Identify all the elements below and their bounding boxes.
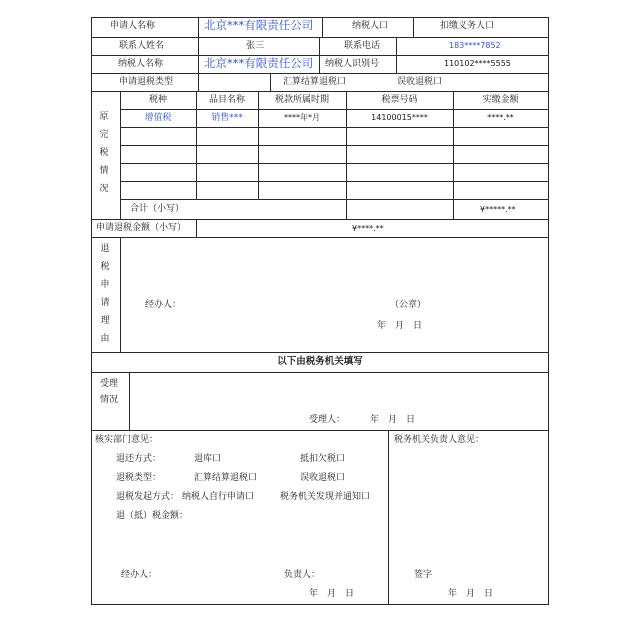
withholder-checkbox[interactable]: 扣缴义务人口	[440, 21, 495, 31]
taxpayer-checkbox[interactable]: 纳税人口	[352, 21, 389, 31]
return-method-label: 退还方式：	[116, 454, 162, 464]
refund-amount-value: ¥****.**	[352, 224, 384, 233]
contact-name-value: 张三	[246, 41, 265, 51]
reason-handler-label: 经办人：	[145, 300, 182, 310]
taxpayer-name-label: 纳税人名称	[118, 59, 164, 69]
refund-type-label: 申请退税类型	[119, 77, 174, 87]
initiation-option-1[interactable]: 纳税人自行申请口	[182, 492, 255, 502]
authority-head-opinion-label: 税务机关负责人意见：	[394, 435, 485, 445]
original-tax-side-label: 原完税情况	[99, 112, 109, 194]
column-header: 品目名称	[208, 95, 245, 105]
amount-label: 退（抵）税金额：	[116, 511, 189, 521]
contact-phone-value: 183****7852	[449, 41, 501, 50]
reason-side-label: 退税申请理由	[100, 244, 110, 344]
acceptance-date-label: 年 月 日	[370, 415, 416, 425]
verification-refund-type-option-2[interactable]: 误收退税口	[300, 473, 346, 483]
applicant-name-label: 申请人名称	[110, 21, 156, 31]
column-header: 实缴金额	[482, 95, 519, 105]
verification-refund-type-label: 退税类型：	[116, 473, 162, 483]
initiation-option-2[interactable]: 税务机关发现并通知口	[280, 492, 371, 502]
table-cell: 14100015****	[371, 113, 428, 122]
verification-handler-label: 经办人：	[121, 570, 158, 580]
refund-type-option-2[interactable]: 误收退税口	[397, 77, 443, 87]
dept-opinion-label: 核实部门意见：	[95, 435, 159, 445]
verification-date-label: 年 月 日	[309, 589, 355, 599]
column-header: 税票号码	[381, 95, 418, 105]
seal-label: （公章）	[390, 300, 427, 310]
sign-date-label: 年 月 日	[448, 589, 494, 599]
verification-refund-type-option-1[interactable]: 汇算结算退税口	[194, 473, 258, 483]
table-cell: 增值税	[144, 113, 172, 123]
column-header: 税种	[148, 95, 167, 105]
return-option-2[interactable]: 抵扣欠税口	[300, 454, 346, 464]
refund-amount-label: 申请退税金额（小写）	[96, 223, 187, 233]
taxpayer-id-value: 110102****5555	[444, 59, 511, 68]
table-cell: ****年*月	[284, 113, 320, 122]
refund-type-option-1[interactable]: 汇算结算退税口	[283, 77, 347, 87]
initiation-label: 退税发起方式：	[116, 492, 180, 502]
sign-label: 签字	[414, 570, 433, 580]
reason-date-label: 年 月 日	[377, 321, 423, 331]
responsible-label: 负责人：	[284, 570, 321, 580]
applicant-name-value: 北京***有限责任公司	[204, 18, 314, 32]
total-label: 合计（小写）	[130, 204, 185, 214]
table-cell: ****.**	[487, 113, 514, 122]
total-value: ¥*****.**	[480, 205, 516, 214]
table-cell: 销售***	[211, 113, 243, 123]
acceptor-label: 受理人：	[309, 415, 346, 425]
contact-name-label: 联系人姓名	[119, 41, 165, 51]
taxpayer-id-label: 纳税人识别号	[325, 59, 380, 69]
authority-header: 以下由税务机关填写	[277, 356, 363, 367]
acceptance-side-label: 受理情况	[99, 379, 118, 405]
column-header: 税款所属时期	[274, 95, 329, 105]
taxpayer-name-value: 北京***有限责任公司	[204, 56, 314, 70]
contact-phone-label: 联系电话	[344, 41, 381, 51]
return-option-1[interactable]: 退库口	[194, 454, 222, 464]
